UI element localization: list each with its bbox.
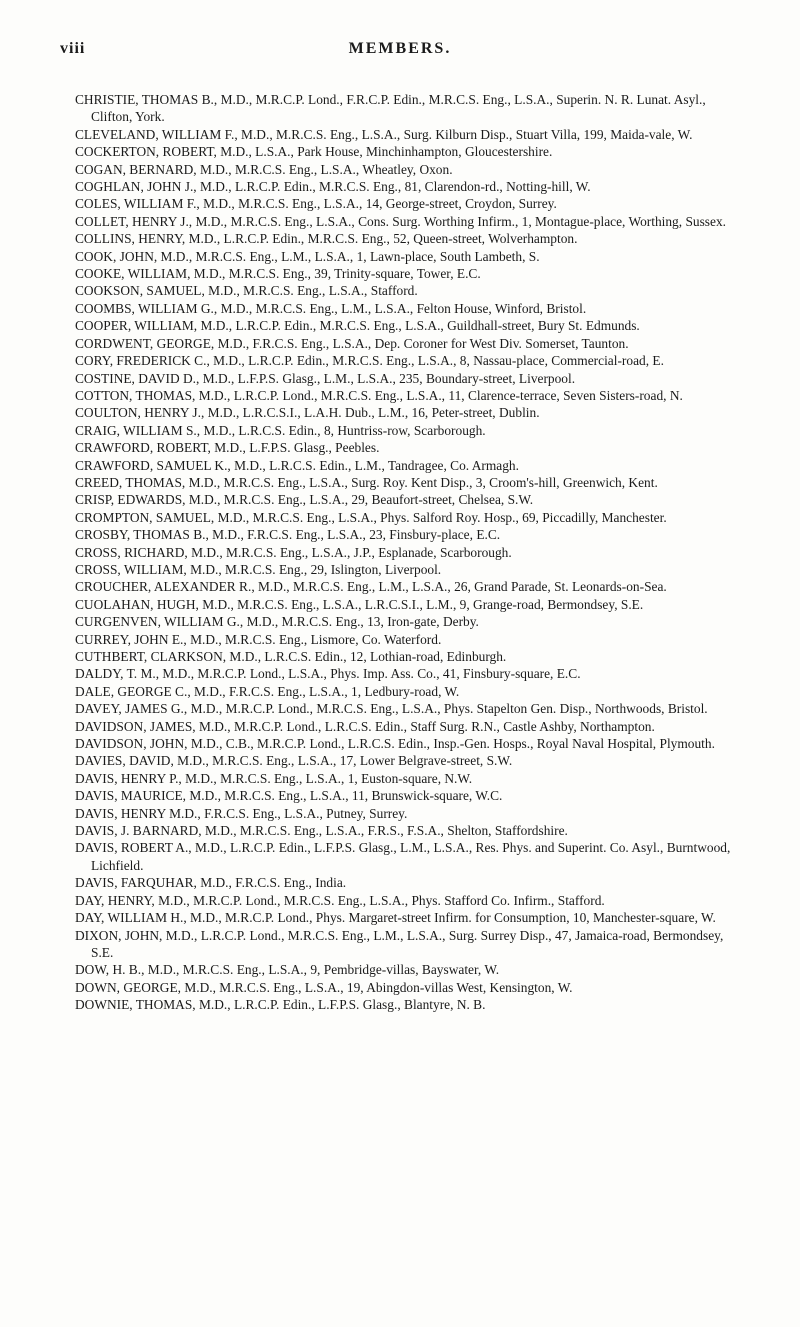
page-number: viii	[60, 40, 86, 57]
member-entry: DALDY, T. M., M.D., M.R.C.P. Lond., L.S.A., Phys. Imp. Ass. Co., 41, Finsbury-square, E.C.	[75, 666, 581, 682]
member-entry: CRAWFORD, SAMUEL K., M.D., L.R.C.S. Edin., L.M., Tandragee, Co. Armagh.	[75, 457, 519, 473]
member-entry: DAVIS, J. BARNARD, M.D., M.R.C.S. Eng., L.S.A., F.R.S., F.S.A., Shelton, Staffordshire.	[75, 823, 568, 839]
member-entry: CREED, THOMAS, M.D., M.R.C.S. Eng., L.S.A., Surg. Roy. Kent Disp., 3, Croom's-hill, Greenwich, Kent.	[75, 474, 658, 490]
member-entry: COLLINS, HENRY, M.D., L.R.C.P. Edin., M.R.C.S. Eng., 52, Queen-street, Wolverhampton.	[75, 231, 578, 247]
member-entry: CRAWFORD, ROBERT, M.D., L.F.P.S. Glasg., Peebles.	[75, 440, 380, 456]
member-entry: CROSS, RICHARD, M.D., M.R.C.S. Eng., L.S.A., J.P., Esplanade, Scarborough.	[75, 544, 512, 560]
page-header	[60, 40, 740, 62]
member-entry: CRAIG, WILLIAM S., M.D., L.R.C.S. Edin., 8, Huntriss-row, Scarborough.	[75, 422, 486, 438]
member-entry: COOMBS, WILLIAM G., M.D., M.R.C.S. Eng., L.M., L.S.A., Felton House, Winford, Bristol.	[75, 300, 587, 316]
member-entry: CROMPTON, SAMUEL, M.D., M.R.C.S. Eng., L.S.A., Phys. Salford Roy. Hosp., 69, Piccadilly, Manchester.	[75, 509, 667, 525]
member-entry: COOK, JOHN, M.D., M.R.C.S. Eng., L.M., L.S.A., 1, Lawn-place, South Lambeth, S.	[75, 248, 540, 264]
member-entry: DAVIS, FARQUHAR, M.D., F.R.C.S. Eng., India.	[75, 875, 347, 891]
member-entry: CUTHBERT, CLARKSON, M.D., L.R.C.S. Edin., 12, Lothian-road, Edinburgh.	[75, 649, 507, 664]
member-entry: DAVIS, ROBERT A., M.D., L.R.C.P. Edin., L.F.P.S. Glasg., L.M., L.S.A., Res. Phys. and Superint. Co. Asyl., Burntwood, Lichfield.	[75, 840, 731, 873]
member-entry: COTTON, THOMAS, M.D., L.R.C.P. Lond., M.R.C.S. Eng., L.S.A., 11, Clarence-terrace, Seven Sisters-road, N.	[75, 387, 683, 403]
member-entry: DOWNIE, THOMAS, M.D., L.R.C.P. Edin., L.F.P.S. Glasg., Blantyre, N. B.	[75, 997, 486, 1013]
member-entry: DIXON, JOHN, M.D., L.R.C.P. Lond., M.R.C.S. Eng., L.M., L.S.A., Surg. Surrey Disp., 47, Jamaica-road, Bermondsey, S.E.	[75, 927, 724, 960]
member-entry: CHRISTIE, THOMAS B., M.D., M.R.C.P. Lond., F.R.C.P. Edin., M.R.C.S. Eng., L.S.A., Superin. N. R. Lunat. Asyl., Clifton, York.	[75, 92, 706, 125]
member-entry: DAVEY, JAMES G., M.D., M.R.C.P. Lond., M.R.C.S. Eng., L.S.A., Phys. Stapelton Gen. Disp., Northwoods, Bristol.	[75, 701, 708, 717]
member-entry: DOW, H. B., M.D., M.R.C.S. Eng., L.S.A., 9, Pembridge-villas, Bayswater, W.	[75, 962, 500, 978]
member-entry: DAY, WILLIAM H., M.D., M.R.C.P. Lond., Phys. Margaret-street Infirm. for Consumption, 10, Manchester-square, W.	[75, 910, 716, 926]
member-entry: CORDWENT, GEORGE, M.D., F.R.C.S. Eng., L.S.A., Dep. Coroner for West Div. Somerset, Taunton.	[75, 335, 629, 351]
running-title: MEMBERS.	[348, 40, 452, 57]
member-entry: DAVIS, HENRY M.D., F.R.C.S. Eng., L.S.A., Putney, Surrey.	[75, 805, 408, 821]
member-entry: COCKERTON, ROBERT, M.D., L.S.A., Park House, Minchinhampton, Gloucestershire.	[75, 144, 553, 160]
member-entry: COOKSON, SAMUEL, M.D., M.R.C.S. Eng., L.S.A., Stafford.	[75, 283, 418, 299]
member-list	[75, 91, 737, 1014]
member-entry: CROSS, WILLIAM, M.D., M.R.C.S. Eng., 29, Islington, Liverpool.	[75, 561, 442, 577]
member-entry: COLLET, HENRY J., M.D., M.R.C.S. Eng., L.S.A., Cons. Surg. Worthing Infirm., 1, Montague-place, Worthing, Sussex.	[75, 213, 726, 229]
member-entry: COOKE, WILLIAM, M.D., M.R.C.S. Eng., 39, Trinity-square, Tower, E.C.	[75, 266, 481, 282]
member-entry: DOWN, GEORGE, M.D., M.R.C.S. Eng., L.S.A., 19, Abingdon-villas West, Kensington, W.	[75, 979, 573, 995]
member-entry: CURREY, JOHN E., M.D., M.R.C.S. Eng., Lismore, Co. Waterford.	[75, 631, 442, 647]
member-entry: COULTON, HENRY J., M.D., L.R.C.S.I., L.A.H. Dub., L.M., 16, Peter-street, Dublin.	[75, 405, 540, 421]
member-entry: COGHLAN, JOHN J., M.D., L.R.C.P. Edin., M.R.C.S. Eng., 81, Clarendon-rd., Notting-hill, W.	[75, 179, 591, 195]
member-entry: DAVIS, HENRY P., M.D., M.R.C.S. Eng., L.S.A., 1, Euston-square, N.W.	[75, 770, 473, 786]
member-entry: CRISP, EDWARDS, M.D., M.R.C.S. Eng., L.S.A., 29, Beaufort-street, Chelsea, S.W.	[75, 492, 534, 508]
member-entry: CURGENVEN, WILLIAM G., M.D., M.R.C.S. Eng., 13, Iron-gate, Derby.	[75, 614, 479, 630]
member-entry: CLEVELAND, WILLIAM F., M.D., M.R.C.S. Eng., L.S.A., Surg. Kilburn Disp., Stuart Villa, 199, Maida-vale, W.	[75, 126, 693, 142]
member-entry: CROSBY, THOMAS B., M.D., F.R.C.S. Eng., L.S.A., 23, Finsbury-place, E.C.	[75, 527, 501, 543]
member-entry: COLES, WILLIAM F., M.D., M.R.C.S. Eng., L.S.A., 14, George-street, Croydon, Surrey.	[75, 196, 557, 212]
member-entry: DALE, GEORGE C., M.D., F.R.C.S. Eng., L.S.A., 1, Ledbury-road, W.	[75, 683, 460, 699]
member-entry: DAVIS, MAURICE, M.D., M.R.C.S. Eng., L.S.A., 11, Brunswick-square, W.C.	[75, 788, 503, 804]
member-entry: DAVIES, DAVID, M.D., M.R.C.S. Eng., L.S.A., 17, Lower Belgrave-street, S.W.	[75, 753, 513, 769]
member-entry: COOPER, WILLIAM, M.D., L.R.C.P. Edin., M.R.C.S. Eng., L.S.A., Guildhall-street, Bury St. Edmunds.	[75, 318, 640, 334]
member-entry: CUOLAHAN, HUGH, M.D., M.R.C.S. Eng., L.S.A., L.R.C.S.I., L.M., 9, Grange-road, Bermondsey, S.E.	[75, 596, 644, 612]
member-entry: DAVIDSON, JAMES, M.D., M.R.C.P. Lond., L.R.C.S. Edin., Staff Surg. R.N., Castle Ashby, Northampton.	[75, 718, 655, 734]
member-entry: DAVIDSON, JOHN, M.D., C.B., M.R.C.P. Lond., L.R.C.S. Edin., Insp.-Gen. Hosps., Royal Naval Hospital, Plymouth.	[75, 736, 715, 752]
member-entry: CROUCHER, ALEXANDER R., M.D., M.R.C.S. Eng., L.M., L.S.A., 26, Grand Parade, St. Leonards-on-Sea.	[75, 579, 667, 595]
member-entry: CORY, FREDERICK C., M.D., L.R.C.P. Edin., M.R.C.S. Eng., L.S.A., 8, Nassau-place, Commercial-road, E.	[75, 353, 664, 369]
member-entry: COGAN, BERNARD, M.D., M.R.C.S. Eng., L.S.A., Wheatley, Oxon.	[75, 161, 453, 177]
member-entry: COSTINE, DAVID D., M.D., L.F.P.S. Glasg., L.M., L.S.A., 235, Boundary-street, Liverpool.	[75, 370, 576, 386]
member-entry: DAY, HENRY, M.D., M.R.C.P. Lond., M.R.C.S. Eng., L.S.A., Phys. Stafford Co. Infirm., Stafford.	[75, 892, 605, 908]
